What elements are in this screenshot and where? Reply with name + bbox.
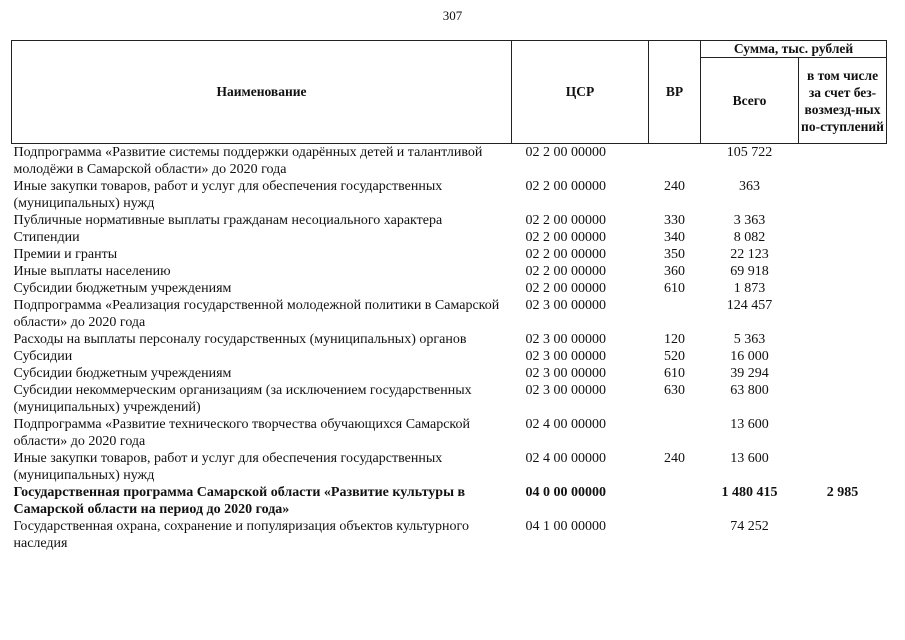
cell-csr: 02 2 00 00000 bbox=[525, 247, 606, 262]
cell-name: Субсидии bbox=[13, 349, 73, 364]
cell-csr: 02 2 00 00000 bbox=[525, 281, 606, 296]
cell-total: 13 600 bbox=[730, 417, 769, 432]
cell-name: Субсидии бюджетным учреждениям bbox=[13, 281, 232, 296]
cell-total: 22 123 bbox=[730, 247, 769, 262]
cell-name: Иные выплаты населению bbox=[13, 264, 171, 279]
cell-total: 124 457 bbox=[726, 298, 773, 313]
cell-extra bbox=[799, 382, 887, 416]
cell-csr: 02 2 00 00000 bbox=[525, 179, 606, 194]
header-csr: ЦСР bbox=[512, 41, 649, 144]
cell-vr: 120 bbox=[664, 332, 685, 347]
cell-name: Подпрограмма «Реализация государственной молодежной политики в Самарской области» до 2020 года bbox=[13, 298, 500, 330]
cell-vr bbox=[649, 518, 701, 552]
cell-csr: 02 3 00 00000 bbox=[525, 383, 606, 398]
table-row bbox=[12, 331, 887, 348]
table-row bbox=[12, 263, 887, 280]
cell-csr: 02 2 00 00000 bbox=[525, 264, 606, 279]
cell-vr: 350 bbox=[664, 247, 685, 262]
cell-extra bbox=[799, 280, 887, 297]
cell-vr: 240 bbox=[664, 179, 685, 194]
table-row bbox=[12, 365, 887, 382]
cell-vr: 340 bbox=[664, 230, 685, 245]
cell-vr bbox=[649, 416, 701, 450]
cell-csr: 02 3 00 00000 bbox=[525, 298, 606, 313]
header-total: Всего bbox=[701, 58, 799, 144]
cell-total: 74 252 bbox=[730, 519, 769, 534]
cell-csr: 02 4 00 00000 bbox=[525, 451, 606, 466]
table-row bbox=[12, 144, 887, 179]
table-row bbox=[12, 416, 887, 450]
cell-vr bbox=[649, 144, 701, 179]
cell-vr bbox=[649, 484, 701, 518]
cell-name: Расходы на выплаты персоналу государственных (муниципальных) органов bbox=[13, 332, 467, 347]
cell-extra bbox=[799, 229, 887, 246]
cell-name: Иные закупки товаров, работ и услуг для обеспечения государственных (муниципальных) нужд bbox=[13, 451, 443, 483]
cell-vr: 610 bbox=[664, 366, 685, 381]
cell-extra bbox=[799, 518, 887, 552]
cell-total: 39 294 bbox=[730, 366, 769, 381]
cell-name: Подпрограмма «Развитие системы поддержки одарённых детей и талантливой молодёжи в Самарской области» до 2020 года bbox=[13, 145, 483, 177]
cell-total: 363 bbox=[739, 179, 760, 194]
cell-vr: 520 bbox=[664, 349, 685, 364]
table-row bbox=[12, 212, 887, 229]
table-row bbox=[12, 246, 887, 263]
cell-total: 3 363 bbox=[733, 213, 766, 228]
table-row bbox=[12, 382, 887, 416]
cell-extra bbox=[799, 178, 887, 212]
cell-csr: 04 0 00 00000 bbox=[525, 485, 606, 500]
cell-name: Иные закупки товаров, работ и услуг для обеспечения государственных (муниципальных) нужд bbox=[13, 179, 443, 211]
cell-total: 13 600 bbox=[730, 451, 769, 466]
header-sum: Сумма, тыс. рублей bbox=[701, 41, 887, 58]
cell-csr: 02 2 00 00000 bbox=[525, 145, 606, 160]
cell-extra bbox=[799, 331, 887, 348]
cell-extra bbox=[799, 144, 887, 179]
table-row bbox=[12, 348, 887, 365]
cell-csr: 04 1 00 00000 bbox=[525, 519, 606, 534]
cell-csr: 02 3 00 00000 bbox=[525, 349, 606, 364]
cell-extra bbox=[799, 348, 887, 365]
cell-total: 69 918 bbox=[730, 264, 769, 279]
cell-name: Премии и гранты bbox=[13, 247, 118, 262]
table-row bbox=[12, 484, 887, 518]
cell-name: Подпрограмма «Развитие технического творчества обучающихся Самарской области» до 2020 года bbox=[13, 417, 471, 449]
cell-name: Государственная охрана, сохранение и популяризация объектов культурного наследия bbox=[13, 519, 469, 551]
cell-csr: 02 4 00 00000 bbox=[525, 417, 606, 432]
cell-name: Стипендии bbox=[13, 230, 80, 245]
cell-extra: 2 985 bbox=[826, 485, 859, 500]
table-row bbox=[12, 229, 887, 246]
cell-extra bbox=[799, 450, 887, 484]
cell-total: 8 082 bbox=[733, 230, 766, 245]
cell-vr: 330 bbox=[664, 213, 685, 228]
budget-table bbox=[11, 40, 887, 552]
cell-vr: 630 bbox=[664, 383, 685, 398]
cell-vr: 610 bbox=[664, 281, 685, 296]
cell-name: Субсидии бюджетным учреждениям bbox=[13, 366, 232, 381]
cell-total: 63 800 bbox=[730, 383, 769, 398]
cell-csr: 02 2 00 00000 bbox=[525, 213, 606, 228]
header-name: Наименование bbox=[12, 41, 512, 144]
header-vr: ВР bbox=[649, 41, 701, 144]
cell-extra bbox=[799, 263, 887, 280]
cell-total: 1 873 bbox=[733, 281, 766, 296]
cell-csr: 02 3 00 00000 bbox=[525, 332, 606, 347]
cell-name: Государственная программа Самарской области «Развитие культуры в Самарской области на период до 2020 года» bbox=[13, 485, 466, 517]
cell-extra bbox=[799, 365, 887, 382]
table-row bbox=[12, 450, 887, 484]
cell-extra bbox=[799, 212, 887, 229]
cell-vr: 360 bbox=[664, 264, 685, 279]
cell-name: Субсидии некоммерческим организациям (за исключением государственных (муниципальных) учреждений) bbox=[13, 383, 472, 415]
cell-extra bbox=[799, 416, 887, 450]
cell-vr bbox=[649, 297, 701, 331]
cell-vr: 240 bbox=[664, 451, 685, 466]
cell-name: Публичные нормативные выплаты гражданам несоциального характера bbox=[13, 213, 443, 228]
table-row bbox=[12, 518, 887, 552]
cell-total: 16 000 bbox=[730, 349, 769, 364]
cell-csr: 02 2 00 00000 bbox=[525, 230, 606, 245]
table-row bbox=[12, 280, 887, 297]
table-body bbox=[12, 144, 887, 553]
header-extra: в том числе за счет без-возмезд-ных по-ступлений bbox=[799, 58, 887, 144]
table-row bbox=[12, 297, 887, 331]
cell-total: 5 363 bbox=[733, 332, 766, 347]
page-number: 307 bbox=[442, 8, 463, 23]
cell-extra bbox=[799, 246, 887, 263]
cell-csr: 02 3 00 00000 bbox=[525, 366, 606, 381]
cell-total: 105 722 bbox=[726, 145, 773, 160]
cell-extra bbox=[799, 297, 887, 331]
cell-total: 1 480 415 bbox=[721, 485, 778, 500]
table-row bbox=[12, 178, 887, 212]
